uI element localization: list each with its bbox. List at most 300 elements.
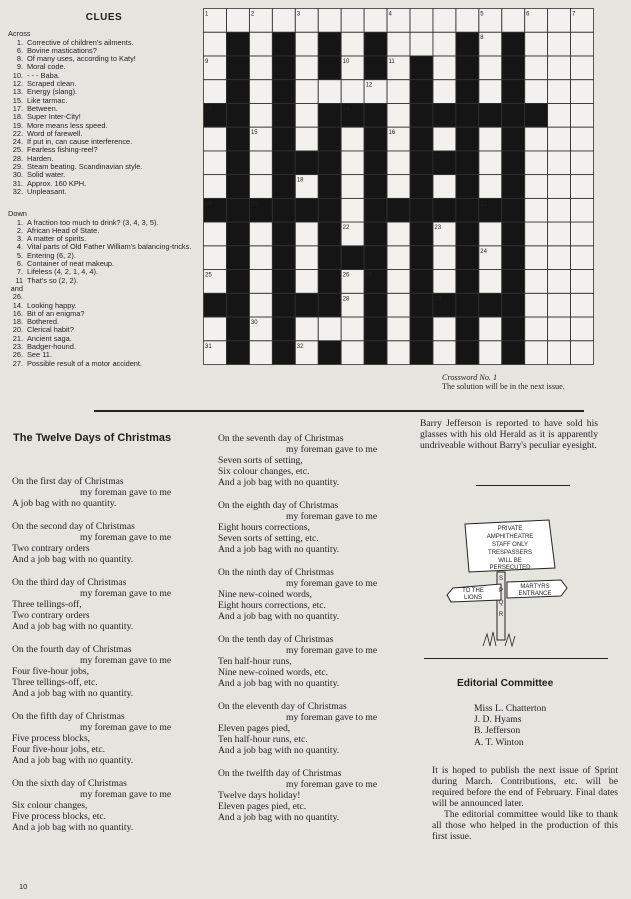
crossword-cell[interactable] [479,56,502,80]
black-cell [272,341,295,365]
black-cell [410,293,433,317]
poem-line: my foreman gave to me [286,712,378,723]
crossword-cell[interactable] [204,80,227,104]
crossword-cell[interactable] [548,341,571,365]
publish-paragraph: It is hoped to publish the next issue of Sprint during March. Contributions, etc. will be required before the end of February. Final dates will be announced later. [432,765,618,809]
black-cell [295,151,318,175]
crossword-cell[interactable] [525,198,548,222]
clue-number: 4. [16,242,23,252]
crossword-cell[interactable] [318,317,341,341]
short-divider [476,485,570,486]
clue-number: 18. [12,112,23,122]
crossword-cell[interactable] [548,246,571,270]
down-clue [8,277,200,302]
crossword-cell[interactable] [479,151,502,175]
crossword-cell[interactable] [548,32,571,56]
crossword-cell[interactable] [433,270,456,294]
clue-text: Container of neat makeup. [27,259,115,269]
poem-line: my foreman gave to me [80,789,172,800]
poem-line: On the fourth day of Christmas [12,644,132,655]
clue-number: 29. [12,162,23,172]
poem-line: Six colour changes, [12,800,88,811]
crossword-cell[interactable] [410,9,433,33]
cell-number: 27 [365,272,373,279]
clue-number: 2. [16,225,23,235]
cell-number: 29 [434,296,442,303]
crossword-cell[interactable] [249,270,272,294]
crossword-cell[interactable] [249,32,272,56]
clue-text: Unpleasant. [27,186,67,196]
crossword-cell[interactable] [525,175,548,199]
clue-text: More means less speed. [27,120,108,130]
clue-text: Lifeless (4, 2, 1, 4, 4). [27,267,99,277]
cell-number: 14 [342,106,350,113]
crossword-cell[interactable] [318,80,341,104]
crossword-cell[interactable] [226,9,249,33]
crossword-cell[interactable] [548,80,571,104]
clue-number: 25. [12,145,23,155]
black-cell [364,246,387,270]
crossword-grid[interactable] [203,8,594,365]
crossword-cell[interactable] [204,32,227,56]
crossword-cell[interactable] [249,103,272,127]
poem-line: my foreman gave to me [80,588,172,599]
crossword-cell[interactable] [249,80,272,104]
editorial-member: A. T. Winton [474,736,524,748]
crossword-cell[interactable] [295,246,318,270]
black-cell [272,222,295,246]
poem-line: Two contrary orders [12,543,90,554]
publish-notice [432,765,618,842]
poem-line: Seven sorts of setting, [218,455,303,466]
crossword-cell[interactable] [479,80,502,104]
black-cell [456,80,479,104]
poem-line: Eight hours corrections, etc. [218,600,326,611]
crossword-cell[interactable] [387,293,410,317]
sign-text-line: PERSECUTED [489,565,531,571]
crossword-cell[interactable] [387,317,410,341]
clue-text: If put in, can cause interference. [27,137,133,147]
black-cell [226,222,249,246]
crossword-cell[interactable] [204,222,227,246]
black-cell [318,175,341,199]
clue-number: 6. [16,259,23,269]
crossword-cell[interactable] [249,56,272,80]
crossword-cell[interactable] [571,32,594,56]
poem-line: And a job bag with no quantity. [218,812,340,823]
clue-text: A fraction too much to drink? (3, 4, 3, 5). [27,217,159,227]
black-cell [272,198,295,222]
crossword-cell[interactable] [295,32,318,56]
crossword-cell[interactable] [364,9,387,33]
black-cell [502,175,525,199]
black-cell [364,293,387,317]
cell-number: 16 [388,130,396,137]
crossword-cell[interactable] [571,317,594,341]
crossword-cell[interactable] [272,9,295,33]
cell-number: 17 [434,153,442,160]
poem-line: And a job bag with no quantity. [12,621,134,632]
black-cell [410,80,433,104]
clue-text: African Head of State. [27,225,100,235]
crossword-cell[interactable] [433,246,456,270]
crossword-cell[interactable] [249,222,272,246]
crossword-cell[interactable] [548,293,571,317]
crossword-cell[interactable] [341,80,364,104]
black-cell [502,151,525,175]
clue-number: 6. [16,45,23,55]
clue-number: 30. [12,170,23,180]
crossword-cell[interactable] [295,56,318,80]
poem-line: On the seventh day of Christmas [218,433,344,444]
poem-line: my foreman gave to me [80,532,172,543]
crossword-cell[interactable] [548,151,571,175]
cell-number: 13 [205,106,212,113]
crossword-cell[interactable] [387,341,410,365]
crossword-cell[interactable] [479,222,502,246]
poem-line: Four five-hour jobs, etc. [12,744,105,755]
clue-text: - - - Baba. [27,70,60,80]
crossword-cell[interactable] [548,56,571,80]
cell-number: 28 [342,296,350,303]
clue-number: 1. [16,37,23,47]
cell-number: 25 [205,272,212,279]
black-cell [364,175,387,199]
crossword-cell[interactable] [548,222,571,246]
short-divider [424,658,608,659]
crossword-cell[interactable] [525,151,548,175]
poem-line: On the tenth day of Christmas [218,634,334,645]
cell-number: 1 [205,11,209,18]
cell-number: 3 [296,11,301,18]
clue-number: 28. [12,153,23,163]
crossword-cell[interactable] [295,222,318,246]
black-cell [226,32,249,56]
cell-number: 11 [388,58,395,65]
crossword-cell[interactable] [525,127,548,151]
black-cell [479,293,502,317]
crossword-cell[interactable] [525,80,548,104]
poem-line: Five process blocks, [12,733,91,744]
black-cell [364,222,387,246]
black-cell [318,56,341,80]
black-cell [318,293,341,317]
poem-line: Three tellings-off, [12,599,82,610]
black-cell [410,151,433,175]
poem-line: On the fifth day of Christmas [12,711,125,722]
crossword-cell[interactable] [433,341,456,365]
across-clue [8,188,200,196]
black-cell [318,341,341,365]
black-cell [410,175,433,199]
poem-line: And a job bag with no quantity. [218,544,340,555]
crossword-cell[interactable] [571,246,594,270]
crossword-cell[interactable] [341,175,364,199]
crossword-cell[interactable] [525,246,548,270]
crossword-cell[interactable] [571,175,594,199]
crossword-cell[interactable] [387,80,410,104]
crossword-cell[interactable] [341,127,364,151]
crossword-cell[interactable] [387,103,410,127]
black-cell [318,270,341,294]
poem-line: On the eighth day of Christmas [218,500,339,511]
black-cell [410,270,433,294]
black-cell [226,127,249,151]
poem-line: And a job bag with no quantity. [218,678,340,689]
crossword-cell[interactable] [433,175,456,199]
crossword-cell[interactable] [502,9,525,33]
crossword-cell[interactable] [204,127,227,151]
crossword-cell[interactable] [479,341,502,365]
crossword-cell[interactable] [341,32,364,56]
clue-number: 14. [12,300,23,310]
poem-verse [218,433,423,488]
clue-number: 21. [12,333,23,343]
crossword-cell[interactable] [525,317,548,341]
crossword-cell[interactable] [571,293,594,317]
black-cell [318,246,341,270]
clue-number: 22. [12,128,23,138]
black-cell [410,341,433,365]
poem-line: Eleven pages pied, [218,723,291,734]
clue-number: 11 and 26. [10,275,23,302]
black-cell [456,56,479,80]
clue-number: 18. [12,317,23,327]
crossword-cell[interactable] [204,317,227,341]
black-cell [456,151,479,175]
cell-number: 24 [480,248,487,255]
crossword-cell[interactable] [249,151,272,175]
poem-line: And a job bag with no quantity. [12,554,134,565]
crossword-cell[interactable] [456,9,479,33]
clue-text: Bit of an enigma? [27,308,85,318]
crossword-cell[interactable] [571,341,594,365]
poem-line: Eight hours corrections, [218,522,310,533]
cell-number: 2 [250,11,255,18]
crossword-cell[interactable] [525,56,548,80]
black-cell [341,246,364,270]
black-cell [272,80,295,104]
clue-number: 7. [16,267,23,277]
post-letter: Q [498,600,504,606]
crossword-cell[interactable] [525,341,548,365]
crossword-cell[interactable] [433,80,456,104]
editorial-member: J. D. Hyams [474,714,522,726]
cell-number: 30 [250,320,258,327]
black-cell [364,317,387,341]
crossword-cell[interactable] [204,175,227,199]
crossword-cell[interactable] [433,317,456,341]
poem-line: On the ninth day of Christmas [218,567,334,578]
crossword-cell[interactable] [433,9,456,33]
black-cell [433,103,456,127]
editorial-member: Miss L. Chatterton [474,703,547,714]
crossword-cell[interactable] [295,80,318,104]
crossword-cell[interactable] [525,32,548,56]
page-number: 10 [19,882,28,891]
clue-number: 16. [12,308,23,318]
sign-arrow-left-text: LIONS [463,595,483,601]
crossword-cell[interactable] [479,127,502,151]
black-cell [456,222,479,246]
sign-text-line: AMPHITHEATRE [486,534,534,540]
black-cell [226,341,249,365]
crossword-cell[interactable] [387,222,410,246]
cell-number: 7 [572,11,576,18]
crossword-cell[interactable] [387,151,410,175]
clue-number: 10. [12,70,23,80]
crossword-cell[interactable] [571,198,594,222]
crossword-cell[interactable] [295,103,318,127]
editorial-member: B. Jefferson [474,725,521,737]
crossword-cell[interactable] [571,270,594,294]
crossword-cell[interactable] [548,103,571,127]
black-cell [272,32,295,56]
crossword-cell[interactable] [548,270,571,294]
poem-line: Four five-hour jobs, [12,666,90,677]
black-cell [502,103,525,127]
clue-number: 23. [12,341,23,351]
crossword-cell[interactable] [341,341,364,365]
clue-text: That's so (2, 2). [27,275,79,285]
jefferson-note: Barry Jefferson is reported to have sold his glasses with his old Herald as it is apparently undriveable without Barry's peculiar eyesight. [420,418,598,451]
black-cell [226,270,249,294]
crossword-cell[interactable] [479,270,502,294]
poem-verse [218,634,423,689]
black-cell [272,127,295,151]
crossword-cell[interactable] [295,317,318,341]
crossword-cell[interactable] [204,151,227,175]
signpost-cartoon [443,518,573,648]
crossword-cell[interactable] [387,270,410,294]
crossword-cell[interactable] [249,341,272,365]
crossword-cell[interactable] [387,246,410,270]
black-cell [364,198,387,222]
crossword-cell[interactable] [525,222,548,246]
cell-number: 26 [342,272,350,279]
crossword-cell[interactable] [295,270,318,294]
down-clue-list [8,219,200,368]
cell-number: 5 [480,11,484,18]
black-cell [318,127,341,151]
crossword-cell[interactable] [571,56,594,80]
poem-line: Six colour changes, etc. [218,466,310,477]
crossword-cell[interactable] [479,317,502,341]
poem-column-left [12,476,202,845]
crossword-cell[interactable] [525,270,548,294]
crossword-cell[interactable] [548,175,571,199]
black-cell [525,103,548,127]
cell-number: 19 [205,201,212,208]
crossword-cell[interactable] [433,56,456,80]
down-heading: Down [8,209,27,219]
crossword-cell[interactable] [433,127,456,151]
clue-text: Corrective of children's ailments. [27,37,134,47]
black-cell [502,222,525,246]
crossword-cell[interactable] [479,175,502,199]
clue-text: Bovine mastications? [27,45,97,55]
poem-verse [218,567,423,622]
poem-verse [12,521,202,565]
cell-number: 32 [296,343,304,350]
black-cell [387,198,410,222]
poem-line: Nine new-coined words, [218,589,313,600]
clue-text: Energy (slang). [27,87,78,97]
publish-paragraph: The editorial committee would like to thank all those who helped in the production of this first issue. [432,809,618,842]
crossword-cell[interactable] [571,222,594,246]
crossword-cell[interactable] [341,317,364,341]
crossword-cell[interactable] [548,198,571,222]
black-cell [433,198,456,222]
crossword-cell[interactable] [410,32,433,56]
clue-text: Moral code. [27,62,66,72]
sign-text-line: PRIVATE [497,526,523,532]
crossword-cell[interactable] [433,32,456,56]
black-cell [318,198,341,222]
poem-verse [12,644,202,699]
crossword-solution-note: The solution will be in the next issue. [442,382,565,391]
crossword-cell[interactable] [571,103,594,127]
black-cell [502,246,525,270]
crossword-cell[interactable] [571,127,594,151]
cell-number: 6 [526,11,530,18]
clues-title: CLUES [85,12,123,23]
crossword-cell[interactable] [548,127,571,151]
cell-number: 18 [296,177,304,184]
poem-line: my foreman gave to me [286,578,378,589]
crossword-cell[interactable] [548,317,571,341]
clue-text: Possible result of a motor accident. [27,358,143,368]
black-cell [318,32,341,56]
black-cell [364,56,387,80]
crossword-cell[interactable] [571,80,594,104]
black-cell [318,151,341,175]
black-cell [272,103,295,127]
post-letter: R [498,612,504,618]
poem-line: On the twelfth day of Christmas [218,768,342,779]
crossword-cell[interactable] [295,127,318,151]
crossword-cell[interactable] [341,151,364,175]
crossword-cell[interactable] [387,32,410,56]
clue-text: Scraped clean. [27,79,77,89]
crossword-cell[interactable] [387,175,410,199]
clue-number: 9. [16,62,23,72]
crossword-cell[interactable] [249,175,272,199]
clue-number: 17. [12,103,23,113]
poem-line: my foreman gave to me [80,722,172,733]
clue-text: Approx. 160 KPH. [27,178,87,188]
poem-line: And a job bag with no quantity. [12,822,134,833]
crossword-cell[interactable] [571,151,594,175]
section-divider [94,410,584,412]
crossword-cell[interactable] [341,198,364,222]
black-cell [502,56,525,80]
crossword-cell[interactable] [249,293,272,317]
clue-number: 31. [12,178,23,188]
crossword-cell[interactable] [204,246,227,270]
post-letter: P [498,588,504,594]
cell-number: 4 [388,11,392,18]
crossword-cell[interactable] [341,9,364,33]
crossword-cell[interactable] [525,293,548,317]
crossword-cell[interactable] [548,9,571,33]
poem-line: my foreman gave to me [80,655,172,666]
crossword-cell[interactable] [318,9,341,33]
poem-line: On the third day of Christmas [12,577,127,588]
black-cell [272,175,295,199]
black-cell [502,127,525,151]
crossword-cell[interactable] [249,246,272,270]
